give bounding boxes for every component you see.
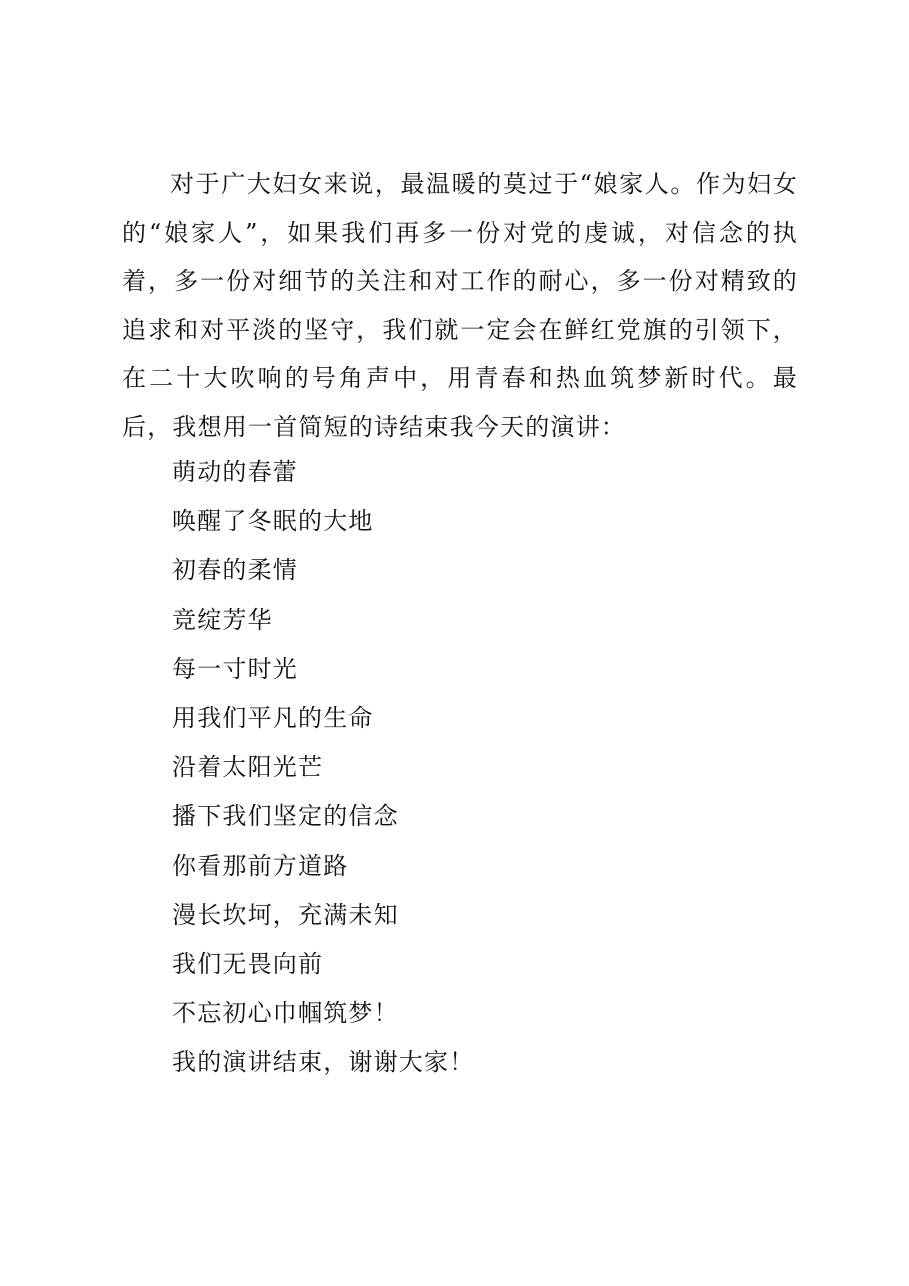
poem-line: 我们无畏向前 [172, 950, 324, 979]
body-paragraph: 对于广大妇女来说，最温暖的莫过于“娘家人。作为妇女的“娘家人”，如果我们再多一份对党的虔诚，对信念的执着，多一份对细节的关注和对工作的耐心，多一份对精致的追求和对平淡的坚守，我们就一定会在鲜红党旗的引领下，在二十大吹响的号角声中，用青春和热血筑梦新时代。最后，我想用一首简短的诗结束我今天的演讲： [122, 170, 798, 441]
poem-line: 沿着太阳光芒 [172, 753, 324, 782]
poem-line: 用我们平凡的生命 [172, 704, 374, 733]
poem-line: 每一寸时光 [172, 654, 298, 683]
poem-line: 不忘初心巾帼筑梦！ [172, 999, 399, 1028]
poem-line: 你看那前方道路 [172, 851, 349, 880]
poem-line: 萌动的春蕾 [172, 458, 298, 486]
poem-line: 竞绽芳华 [172, 605, 273, 634]
poem [172, 448, 474, 1088]
closing-line: 我的演讲结束，谢谢大家！ [172, 1048, 475, 1077]
poem-line: 唤醒了冬眠的大地 [172, 507, 374, 536]
poem-line: 播下我们坚定的信念 [172, 802, 399, 831]
poem-line: 漫长坎坷，充满未知 [172, 900, 399, 929]
poem-line: 初春的柔情 [172, 556, 298, 585]
